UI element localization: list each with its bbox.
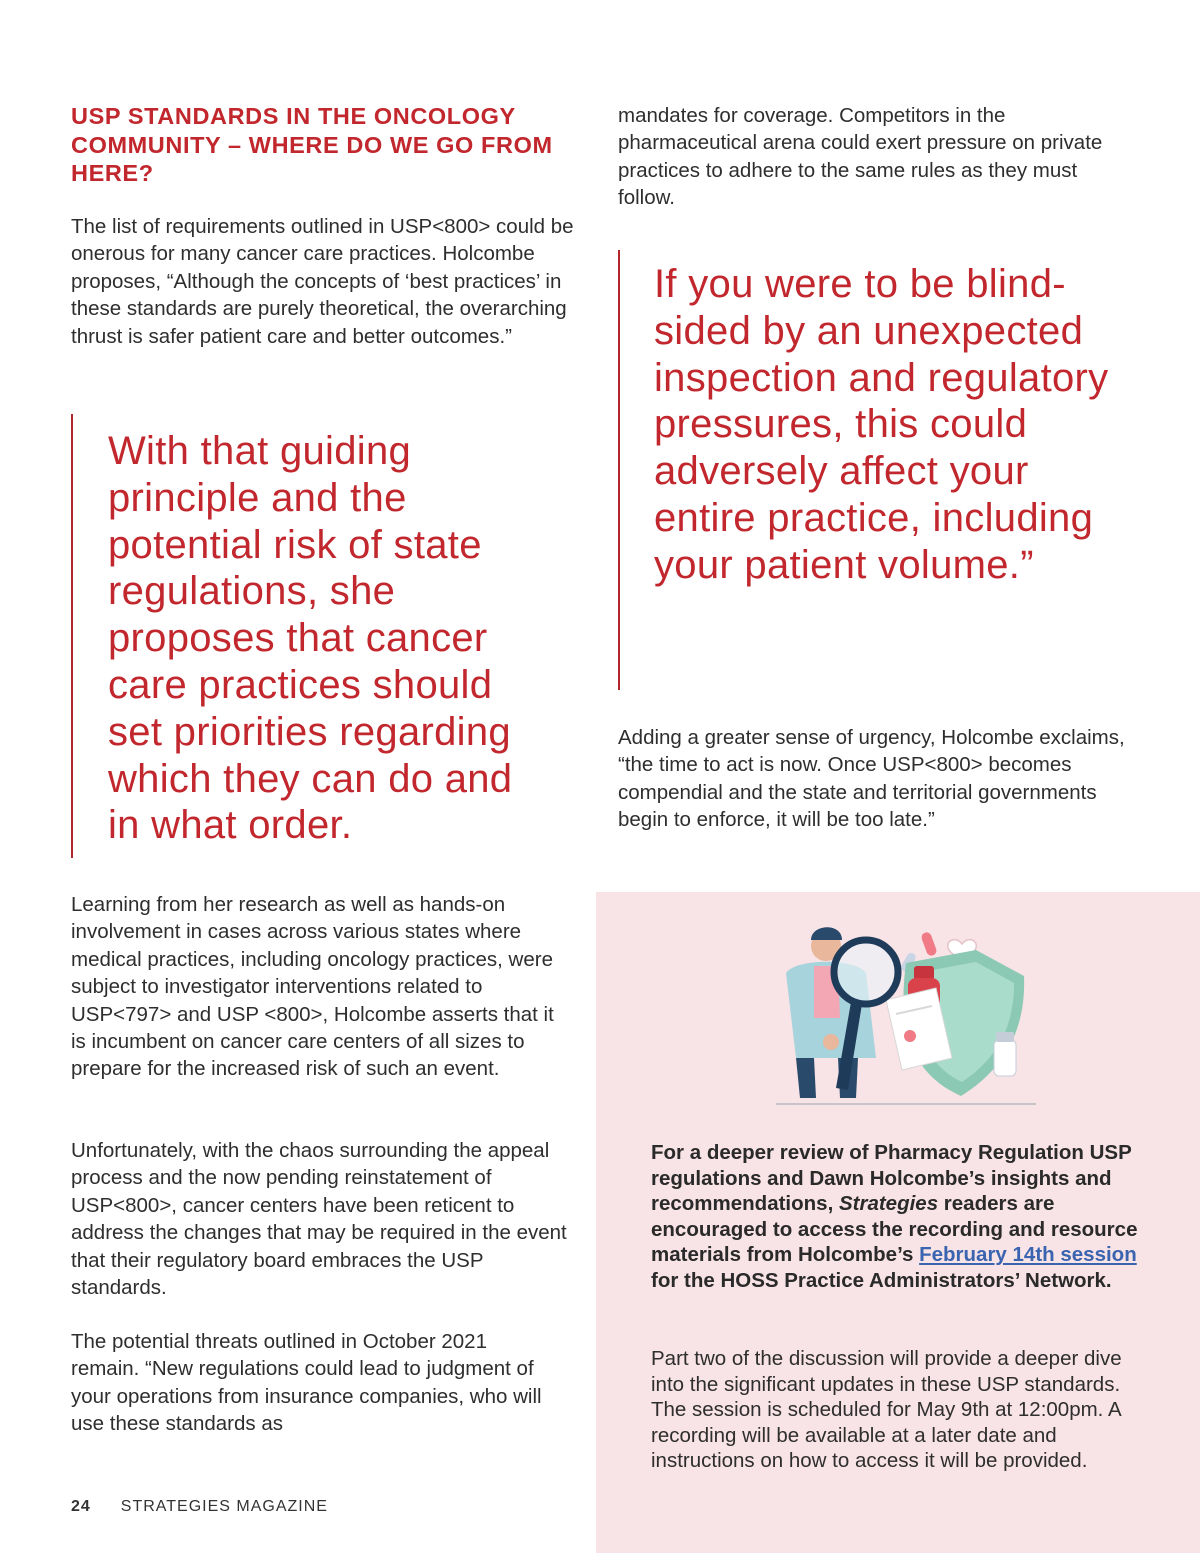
pull-quote-right-text: If you were to be blind-sided by an unexpected inspection and regulatory pressures, this could adversely affect your entire practice, including your patient volume.” (654, 262, 1109, 587)
resource-sidebar (596, 892, 1200, 1553)
left-paragraph-2: Learning from her research as well as hands-on involvement in cases across various states where medical practices, including oncology practices, were subject to investigator interventions related to USP<797> and USP <800>, Holcombe asserts that it is incumbent on cancer care centers of all sizes to prepare for the increased risk of such an event. (71, 893, 554, 1081)
pull-quote-right (618, 250, 1128, 690)
left-paragraph-4: The potential threats outlined in October 2021 remain. “New regulations could lead to judgment of your operations from insurance companies, who will use these standards as (71, 1330, 542, 1436)
left-paragraph-3: Unfortunately, with the chaos surrounding the appeal process and the now pending reinstatement of USP<800>, cancer centers have been reticent to address the changes that may be required in the event that their regulatory board embraces the USP standards. (71, 1139, 567, 1300)
pharmacy-inspection-illustration (756, 918, 1056, 1108)
sidebar-bold-part-2: readers are encouraged to access the recording and resource materials from Holcombe’s (651, 1192, 1138, 1267)
publication-title: STRATEGIES MAGAZINE (120, 1498, 328, 1515)
page-number: 24 (71, 1498, 91, 1515)
right-paragraph-1: mandates for coverage. Competitors in the pharmaceutical arena could exert pressure on private practices to adhere to the same rules as they must follow. (618, 104, 1103, 210)
sidebar-bold-part-1: For a deeper review of Pharmacy Regulation USP regulations and Dawn Holcombe’s insights and recommendations, (651, 1141, 1132, 1216)
right-paragraph-2: Adding a greater sense of urgency, Holcombe exclaims, “the time to act is now. Once USP<800> becomes compendial and the state and territorial governments begin to enforce, it will be too late.” (618, 726, 1125, 832)
sidebar-highlight-text (651, 1140, 1151, 1294)
sidebar-bold-part-3: for the HOSS Practice Administrators’ Network. (651, 1268, 1112, 1292)
section-heading: USP STANDARDS IN THE ONCOLOGY COMMUNITY – WHERE DO WE GO FROM HERE? (71, 103, 553, 186)
session-link[interactable]: February 14th session (919, 1243, 1137, 1267)
left-paragraph-1: The list of requirements outlined in USP<800> could be onerous for many cancer care practices. Holcombe proposes, “Although the concepts of ‘best practices’ in these standards are purely theoretical, the overarching thrust is safer patient care and better outcomes.” (71, 215, 574, 348)
page-footer (71, 1498, 328, 1516)
publication-name: Strategies (838, 1192, 939, 1216)
pull-quote-left (71, 414, 576, 858)
sidebar-paragraph: Part two of the discussion will provide a deeper dive into the significant updates in these USP standards. The session is scheduled for May 9th at 12:00pm. A recording will be available at a later date and instructions on how to access it will be provided. (651, 1347, 1122, 1473)
pull-quote-left-text: With that guiding principle and the potential risk of state regulations, she proposes that cancer care practices should set priorities regarding which they can do and in what order. (108, 429, 513, 848)
